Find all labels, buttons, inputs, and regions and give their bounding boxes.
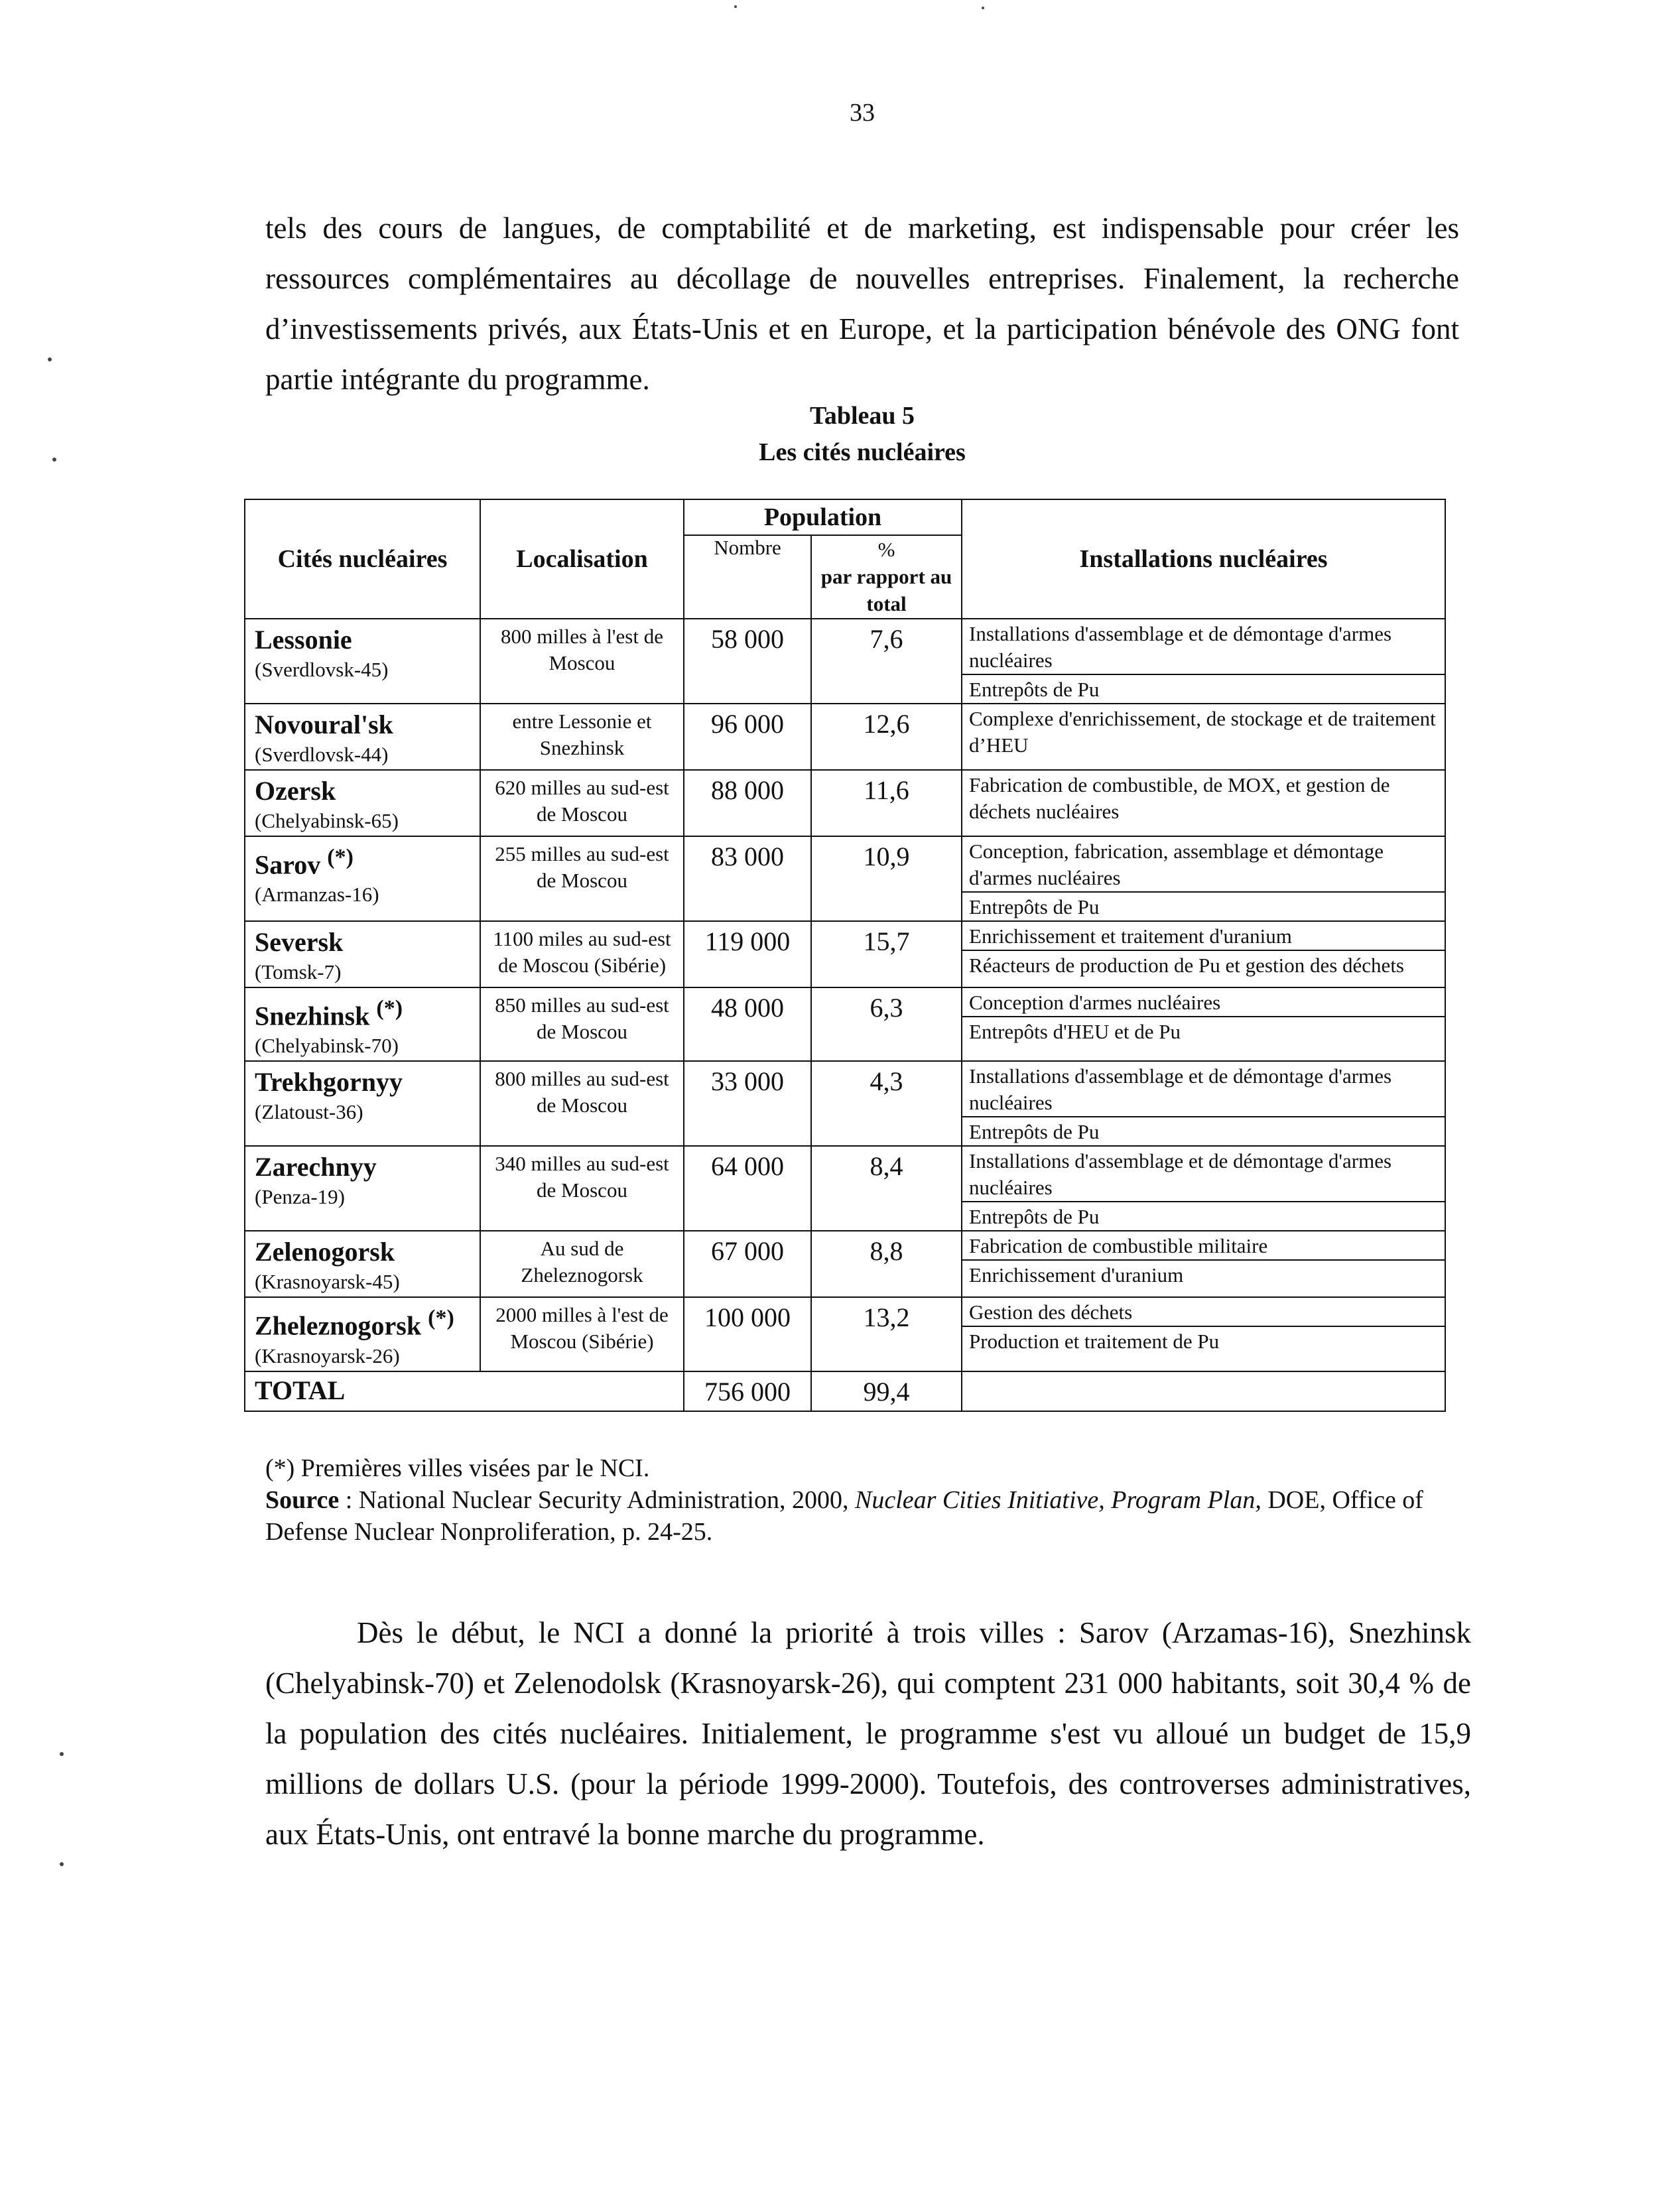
location-cell: 340 milles au sud-est de Moscou <box>480 1146 684 1231</box>
city-code: (Armanzas-16) <box>255 883 379 907</box>
installation-item: Entrepôts de Pu <box>969 678 1100 701</box>
table-row <box>245 1061 1445 1146</box>
city-code: (Zlatoust-36) <box>255 1100 363 1124</box>
population-percent-cell: 15,7 <box>811 921 962 987</box>
city-code: (Chelyabinsk-70) <box>255 1034 399 1058</box>
city-cell <box>245 1297 480 1371</box>
population-number-cell: 67 000 <box>684 1231 811 1297</box>
installation-item: Réacteurs de production de Pu et gestion des déchets <box>969 954 1404 977</box>
installation-item: Entrepôts de Pu <box>969 1205 1100 1229</box>
location-cell: 620 milles au sud-est de Moscou <box>480 770 684 836</box>
installation-item: Entrepôts d'HEU et de Pu <box>969 1020 1181 1043</box>
city-name <box>255 927 480 958</box>
city-name-text: Zelenogorsk <box>255 1237 395 1267</box>
installation-item: Entrepôts de Pu <box>969 895 1100 918</box>
table-notes <box>265 1452 1479 1548</box>
table-body <box>245 619 1445 1411</box>
table-row <box>245 836 1445 921</box>
population-number-cell: 48 000 <box>684 987 811 1061</box>
installation-item: Gestion des déchets <box>962 1298 1445 1327</box>
city-code: (Tomsk-7) <box>255 960 342 983</box>
scan-speck <box>734 5 737 8</box>
city-name <box>255 1067 480 1098</box>
installations-cell <box>962 1297 1445 1371</box>
population-percent-cell: 13,2 <box>811 1297 962 1371</box>
population-percent-cell: 6,3 <box>811 987 962 1061</box>
scan-speck <box>60 1752 64 1756</box>
city-cell <box>245 1061 480 1146</box>
total-installations-empty <box>962 1371 1445 1411</box>
header-number: Nombre <box>684 535 811 619</box>
source-suffix: DOE, Office of Defense Nuclear Nonproliferation, p. 24-25. <box>265 1486 1423 1546</box>
city-name-text: Sarov <box>255 850 321 880</box>
population-number-cell: 64 000 <box>684 1146 811 1231</box>
total-row <box>245 1371 1445 1411</box>
city-cell <box>245 987 480 1061</box>
population-percent-cell: 8,4 <box>811 1146 962 1231</box>
city-cell <box>245 1231 480 1297</box>
installation-item: Conception d'armes nucléaires <box>962 988 1445 1017</box>
source-line <box>265 1484 1479 1548</box>
location-cell: entre Lessonie et Snezhinsk <box>480 704 684 770</box>
city-name-text: Zarechnyy <box>255 1152 377 1182</box>
source-title: Nuclear Cities Initiative, Program Plan, <box>854 1486 1261 1514</box>
location-cell: 1100 miles au sud-est de Moscou (Sibérie) <box>480 921 684 987</box>
installations-cell <box>962 921 1445 987</box>
table-row <box>245 1297 1445 1371</box>
city-name <box>255 625 480 655</box>
installations-cell <box>962 1061 1445 1146</box>
header-percent <box>811 535 962 619</box>
location-cell: 800 milles à l'est de Moscou <box>480 619 684 704</box>
population-number-cell: 83 000 <box>684 836 811 921</box>
scan-speck <box>60 1862 64 1866</box>
location-cell: 800 milles au sud-est de Moscou <box>480 1061 684 1146</box>
table-caption <box>597 398 1128 471</box>
city-code: (Penza-19) <box>255 1185 345 1209</box>
city-name-text: Snezhinsk <box>255 1001 370 1031</box>
installations-cell <box>962 1146 1445 1231</box>
table-title: Les cités nucléaires <box>759 438 966 466</box>
total-percent: 99,4 <box>811 1371 962 1411</box>
table-row <box>245 1146 1445 1231</box>
location-cell: Au sud de Zheleznogorsk <box>480 1231 684 1297</box>
population-number-cell: 100 000 <box>684 1297 811 1371</box>
table-row <box>245 704 1445 770</box>
city-name <box>255 1237 480 1267</box>
intro-paragraph <box>265 203 1459 405</box>
installations-cell <box>962 770 1445 836</box>
city-name-text: Novoural'sk <box>255 710 393 739</box>
city-name-text: Zheleznogorsk <box>255 1310 422 1341</box>
city-cell <box>245 704 480 770</box>
city-cell <box>245 836 480 921</box>
scan-speck <box>982 7 984 9</box>
priority-marker: (*) <box>376 996 403 1021</box>
city-code: (Chelyabinsk-65) <box>255 809 399 832</box>
header-percent-label: par rapport au total <box>820 565 952 615</box>
population-percent-cell: 12,6 <box>811 704 962 770</box>
source-prefix: : National Nuclear Security Administration, 2000, <box>339 1486 855 1514</box>
location-cell: 2000 milles à l'est de Moscou (Sibérie) <box>480 1297 684 1371</box>
population-percent-cell: 4,3 <box>811 1061 962 1146</box>
installations-cell <box>962 704 1445 770</box>
city-cell <box>245 1146 480 1231</box>
footnote: (*) Premières villes visées par le NCI. <box>265 1454 650 1482</box>
installation-item: Installations d'assemblage et de démontage d'armes nucléaires <box>962 1062 1445 1117</box>
city-name-text: Ozersk <box>255 776 336 806</box>
installations-cell <box>962 836 1445 921</box>
city-name <box>255 1303 480 1341</box>
population-number-cell: 58 000 <box>684 619 811 704</box>
intro-text: tels des cours de langues, de comptabilité et de marketing, est indispensable pour créer les ressources complémentaires au décollage de nouvelles entreprises. Finalement, la recherche d’investissements privés, aux États-Unis et en Europe, et la participation bénévole des ONG font partie intégrante du programme. <box>265 212 1459 396</box>
installations-cell <box>962 1231 1445 1297</box>
installation-item: Conception, fabrication, assemblage et démontage d'armes nucléaires <box>962 837 1445 893</box>
city-name <box>255 993 480 1031</box>
population-number-cell: 96 000 <box>684 704 811 770</box>
table-row <box>245 770 1445 836</box>
installation-item: Installations d'assemblage et de démontage d'armes nucléaires <box>962 1147 1445 1202</box>
location-cell: 255 milles au sud-est de Moscou <box>480 836 684 921</box>
installations-cell <box>962 619 1445 704</box>
table-label: Tableau 5 <box>809 402 915 430</box>
header-city: Cités nucléaires <box>245 499 480 619</box>
city-name <box>255 1152 480 1182</box>
header-installations: Installations nucléaires <box>962 499 1445 619</box>
city-name-text: Seversk <box>255 927 344 957</box>
city-code: (Krasnoyarsk-45) <box>255 1270 400 1294</box>
population-number-cell: 88 000 <box>684 770 811 836</box>
city-name <box>255 776 480 806</box>
city-name-text: Trekhgornyy <box>255 1067 403 1098</box>
city-code: (Sverdlovsk-45) <box>255 658 389 681</box>
source-label: Source <box>265 1486 340 1514</box>
city-name-text: Lessonie <box>255 625 352 655</box>
header-population: Population <box>684 499 962 535</box>
total-number: 756 000 <box>684 1371 811 1411</box>
table-row <box>245 987 1445 1061</box>
installation-item: Production et traitement de Pu <box>969 1330 1220 1354</box>
population-percent-cell: 7,6 <box>811 619 962 704</box>
priority-marker: (*) <box>428 1306 454 1331</box>
table-row <box>245 1231 1445 1297</box>
outro-text: Dès le début, le NCI a donné la priorité à trois villes : Sarov (Arzamas-16), Snezhinsk (Chelyabinsk-70) et Zelenodolsk (Krasnoyarsk-26), qui comptent 231 000 habitants, soit 30,4 % de la population des cités nucléaires. Initialement, le programme s'est vu alloué un budget de 15,9 millions de dollars U.S. (pour la période 1999-2000). Toutefois, des controverses administratives, aux États-Unis, ont entravé la bonne marche du programme. <box>265 1616 1471 1851</box>
installation-item: Complexe d'enrichissement, de stockage et de traitement d’HEU <box>969 707 1436 757</box>
total-label: TOTAL <box>245 1371 684 1411</box>
installation-item: Installations d'assemblage et de démontage d'armes nucléaires <box>962 619 1445 675</box>
installation-item: Enrichissement et traitement d'uranium <box>962 922 1445 951</box>
population-percent-cell: 10,9 <box>811 836 962 921</box>
outro-paragraph <box>265 1607 1471 1859</box>
header-location: Localisation <box>480 499 684 619</box>
nuclear-cities-table <box>244 499 1446 1412</box>
page-number: 33 <box>850 99 875 127</box>
location-cell: 850 milles au sud-est de Moscou <box>480 987 684 1061</box>
scan-speck <box>48 357 52 361</box>
city-name <box>255 842 480 880</box>
city-code: (Sverdlovsk-44) <box>255 743 389 766</box>
population-percent-cell: 11,6 <box>811 770 962 836</box>
installation-item: Enrichissement d'uranium <box>969 1263 1184 1287</box>
scan-speck <box>52 458 56 462</box>
installations-cell <box>962 987 1445 1061</box>
city-name <box>255 710 480 740</box>
city-cell <box>245 770 480 836</box>
header-percent-symbol: % <box>877 538 895 561</box>
table-row <box>245 921 1445 987</box>
table-row <box>245 619 1445 704</box>
installation-item: Fabrication de combustible, de MOX, et gestion de déchets nucléaires <box>969 773 1390 823</box>
city-code: (Krasnoyarsk-26) <box>255 1344 400 1367</box>
installation-item: Fabrication de combustible militaire <box>962 1231 1445 1261</box>
installation-item: Entrepôts de Pu <box>969 1120 1100 1144</box>
priority-marker: (*) <box>327 845 354 869</box>
city-cell <box>245 619 480 704</box>
nuclear-cities-table-wrapper <box>244 499 1445 1412</box>
population-number-cell: 119 000 <box>684 921 811 987</box>
city-cell <box>245 921 480 987</box>
population-percent-cell: 8,8 <box>811 1231 962 1297</box>
population-number-cell: 33 000 <box>684 1061 811 1146</box>
